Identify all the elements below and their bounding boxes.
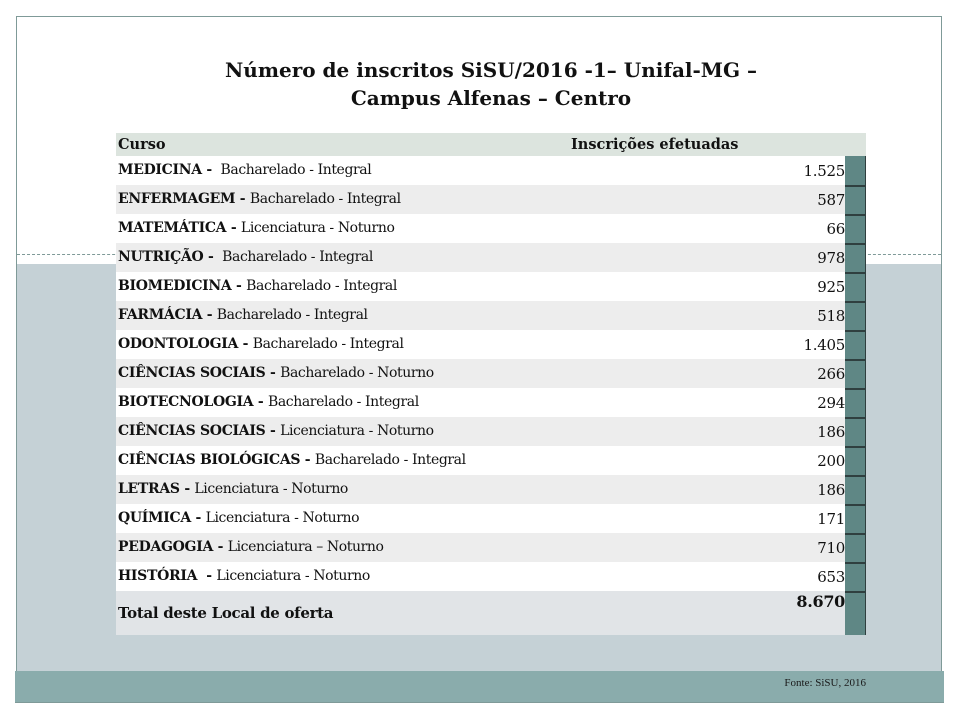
accent-column-cell xyxy=(845,475,866,504)
accent-column-cell xyxy=(845,533,866,562)
accent-column-cell xyxy=(845,591,866,635)
accent-column-cell xyxy=(845,272,866,301)
course-name: NUTRIÇÃO - xyxy=(118,249,219,265)
course-detail: Bacharelado - Integral xyxy=(314,452,466,468)
enrollment-count: 653 xyxy=(817,567,845,586)
course-name: LETRAS - xyxy=(118,481,195,497)
course-name: MATEMÁTICA - xyxy=(118,220,241,236)
total-value: 8.670 xyxy=(796,592,845,611)
enrollment-count: 200 xyxy=(817,451,845,470)
accent-column-cell xyxy=(845,156,866,185)
accent-column-cell xyxy=(845,417,866,446)
enrollment-count: 186 xyxy=(817,422,845,441)
course-name: HISTÓRIA - xyxy=(118,568,217,584)
source-note: Fonte: SiSU, 2016 xyxy=(784,677,866,689)
course-name: QUÍMICA - xyxy=(118,510,206,526)
enrollment-count: 294 xyxy=(817,393,845,412)
course-cell xyxy=(118,307,368,324)
course-detail: Licenciatura - Noturno xyxy=(205,510,360,526)
accent-column-cell xyxy=(845,562,866,591)
course-detail: Licenciatura - Noturno xyxy=(194,481,348,497)
course-detail: Bacharelado - Integral xyxy=(216,162,372,178)
enrollment-count: 518 xyxy=(817,306,845,325)
footer-band xyxy=(15,671,944,703)
course-name: BIOTECNOLOGIA - xyxy=(118,394,268,410)
enrollment-count: 587 xyxy=(817,190,845,209)
course-name: PEDAGOGIA - xyxy=(118,539,228,555)
course-cell xyxy=(118,249,373,266)
course-name: MEDICINA - xyxy=(118,162,217,178)
course-name: ODONTOLOGIA - xyxy=(118,336,253,352)
table-total-row xyxy=(116,591,866,635)
enrollment-count: 978 xyxy=(817,248,845,267)
accent-column-cell xyxy=(845,388,866,417)
course-cell xyxy=(118,539,384,556)
enrollment-table xyxy=(116,133,866,635)
table-row xyxy=(116,156,866,185)
header-inscricoes: Inscrições efetuadas xyxy=(571,136,739,153)
course-detail: Bacharelado - Noturno xyxy=(280,365,434,381)
course-name: CIÊNCIAS SOCIAIS - xyxy=(118,423,281,439)
table-row xyxy=(116,475,866,504)
table-row xyxy=(116,359,866,388)
accent-column-cell xyxy=(845,243,866,272)
course-detail: Licenciatura – Noturno xyxy=(227,539,384,555)
table-row xyxy=(116,243,866,272)
course-detail: Licenciatura - Noturno xyxy=(280,423,434,439)
table-body xyxy=(116,156,866,591)
course-cell xyxy=(118,191,401,208)
accent-column-cell xyxy=(845,330,866,359)
enrollment-count: 171 xyxy=(817,509,845,528)
course-cell xyxy=(118,365,434,382)
course-cell xyxy=(118,510,359,527)
table-header-row xyxy=(116,133,866,156)
accent-column-cell xyxy=(845,214,866,243)
enrollment-count: 1.525 xyxy=(803,161,845,180)
total-label: Total deste Local de oferta xyxy=(118,604,334,622)
accent-column-cell xyxy=(845,359,866,388)
course-cell xyxy=(118,452,466,469)
enrollment-count: 66 xyxy=(826,219,845,238)
course-cell xyxy=(118,220,394,237)
accent-column-cell xyxy=(845,446,866,475)
enrollment-count: 186 xyxy=(817,480,845,499)
course-detail: Bacharelado - Integral xyxy=(218,249,373,265)
course-name: CIÊNCIAS BIOLÓGICAS - xyxy=(118,452,315,468)
course-detail: Bacharelado - Integral xyxy=(216,307,368,323)
course-name: ENFERMAGEM - xyxy=(118,191,250,207)
course-cell xyxy=(118,162,371,179)
course-cell xyxy=(118,423,434,440)
table-row xyxy=(116,272,866,301)
enrollment-count: 266 xyxy=(817,364,845,383)
table-row xyxy=(116,330,866,359)
course-detail: Bacharelado - Integral xyxy=(249,191,401,207)
course-cell xyxy=(118,568,370,585)
table-row xyxy=(116,388,866,417)
course-name: FARMÁCIA - xyxy=(118,307,217,323)
course-detail: Licenciatura - Noturno xyxy=(216,568,370,584)
accent-column-cell xyxy=(845,504,866,533)
enrollment-count: 1.405 xyxy=(803,335,845,354)
table-row xyxy=(116,504,866,533)
slide-title xyxy=(116,56,866,112)
table-row xyxy=(116,301,866,330)
course-cell xyxy=(118,336,404,353)
table-row xyxy=(116,562,866,591)
table-row xyxy=(116,417,866,446)
course-detail: Bacharelado - Integral xyxy=(252,336,404,352)
course-cell xyxy=(118,394,419,411)
table-row xyxy=(116,533,866,562)
course-name: CIÊNCIAS SOCIAIS - xyxy=(118,365,281,381)
course-detail: Bacharelado - Integral xyxy=(246,278,397,294)
course-detail: Licenciatura - Noturno xyxy=(240,220,395,236)
enrollment-count: 710 xyxy=(817,538,845,557)
course-cell xyxy=(118,278,397,295)
accent-column-cell xyxy=(845,301,866,330)
course-name: BIOMEDICINA - xyxy=(118,278,247,294)
course-detail: Bacharelado - Integral xyxy=(267,394,419,410)
table-row xyxy=(116,214,866,243)
title-line-1: Número de inscritos SiSU/2016 -1– Unifal-MG – xyxy=(225,58,757,82)
table-row xyxy=(116,446,866,475)
enrollment-count: 925 xyxy=(817,277,845,296)
course-cell xyxy=(118,481,348,498)
accent-column-cell xyxy=(845,185,866,214)
table-row xyxy=(116,185,866,214)
header-curso: Curso xyxy=(118,136,166,153)
title-line-2: Campus Alfenas – Centro xyxy=(350,86,632,110)
